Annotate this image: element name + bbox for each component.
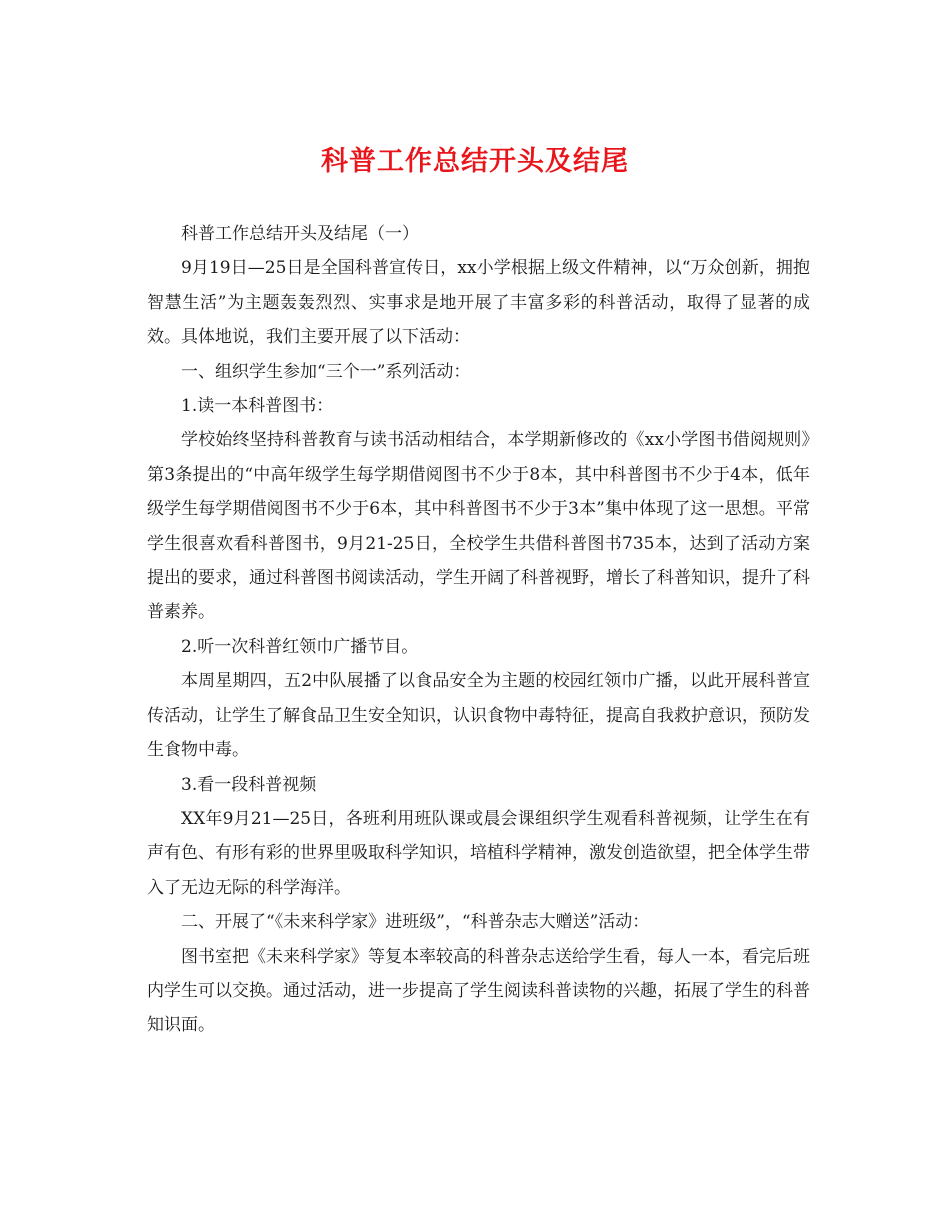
- paragraph-magazine-detail: 图书室把《未来科学家》等复本率较高的科普杂志送给学生看，每人一本，看完后班内学生可以交换。通过活动，进一步提高了学生阅读科普读物的兴趣，拓展了学生的科普知识面。: [147, 946, 810, 1036]
- paragraph-heading-activity-two: 二、开展了“《未来科学家》进班级”，“科普杂志大赠送”活动：: [181, 912, 650, 933]
- paragraph-read-book-detail: 学校始终坚持科普教育与读书活动相结合，本学期新修改的《xx小学图书借阅规则》第3条提出的“中高年级学生每学期借阅图书不少于8本，其中科普图书不少于4本，低年级学生每学期借阅图书不少于6本，其中科普图书不少于3本”集中体现了这一思想。平常学生很喜欢看科普图书，9月21-25日，全校学生共借科普图书735本，达到了活动方案提出的要求，通过科普图书阅读活动，学生开阔了科普视野，增长了科普知识，提升了科普素养。: [147, 430, 810, 623]
- paragraph-subheading-video: 3.看一段科普视频: [181, 774, 317, 795]
- paragraph-broadcast-detail: 本周星期四，五2中队展播了以食品安全为主题的校园红领巾广播，以此开展科普宣传活动，让学生了解食品卫生安全知识，认识食物中毒特征，提高自我救护意识，预防发生食物中毒。: [147, 671, 810, 761]
- paragraph-video-detail: XX年9月21—25日，各班利用班队课或晨会课组织学生观看科普视频，让学生在有声有色、有形有彩的世界里吸取科学知识，培植科学精神，激发创造欲望，把全体学生带入了无边无际的科学海洋。: [147, 808, 810, 898]
- paragraph-subheading-broadcast: 2.听一次科普红领巾广播节目。: [181, 636, 419, 657]
- paragraph-intro: 9月19日—25日是全国科普宣传日，xx小学根据上级文件精神，以“万众创新，拥抱智慧生活”为主题轰轰烈烈、实事求是地开展了丰富多彩的科普活动，取得了显著的成效。具体地说，我们主要开展了以下活动：: [147, 258, 810, 348]
- document-title: 科普工作总结开头及结尾: [321, 146, 629, 177]
- document-body: [147, 217, 810, 1043]
- paragraph-subheading-read-book: 1.读一本科普图书：: [181, 396, 334, 417]
- paragraph-section-heading: 科普工作总结开头及结尾（一）: [181, 224, 419, 244]
- paragraph-heading-activity-one: 一、组织学生参加“三个一”系列活动：: [181, 361, 471, 382]
